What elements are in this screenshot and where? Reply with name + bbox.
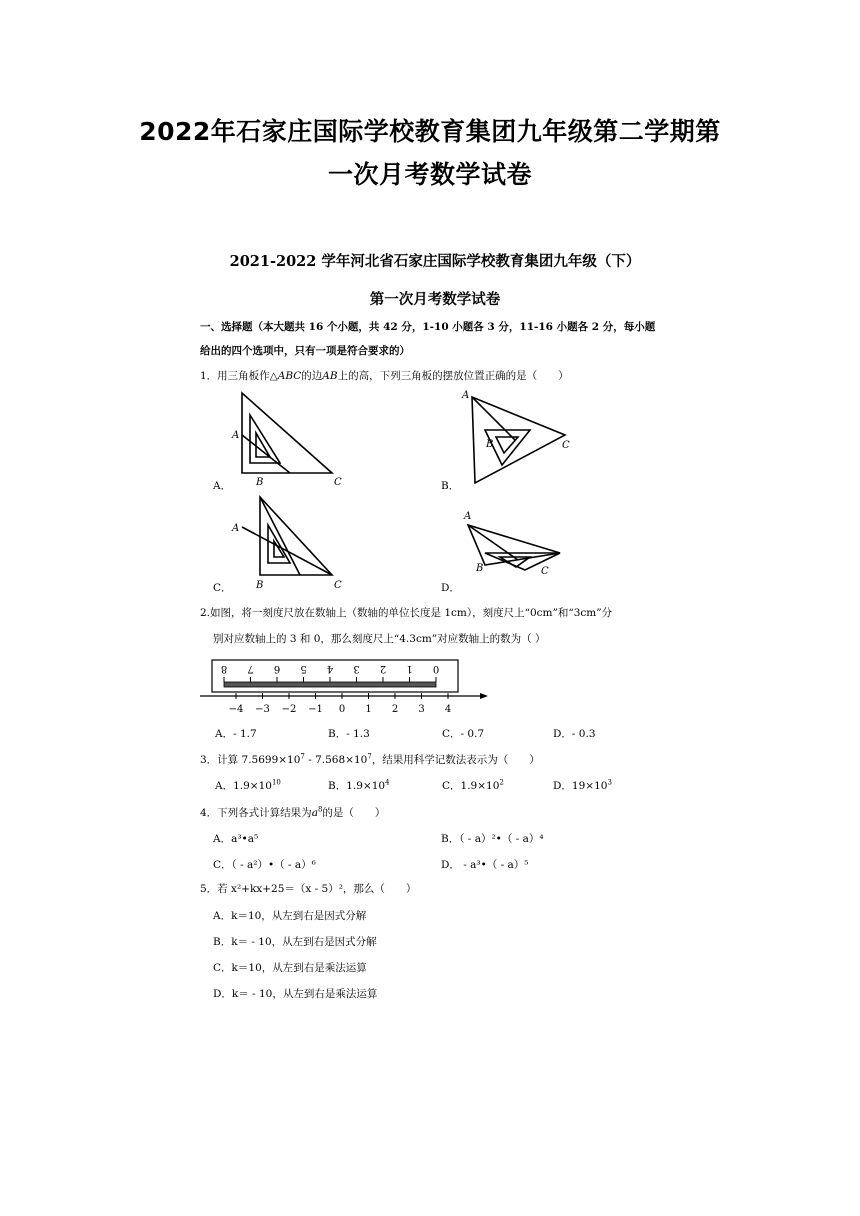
exam-heading-1: 2021-2022 学年河北省石家庄国际学校教育集团九年级（下） bbox=[229, 253, 641, 270]
page-title-line-1: 2022年石家庄国际学校教育集团九年级第二学期第 bbox=[139, 117, 721, 146]
fig-a-label-b: B bbox=[256, 477, 264, 488]
fig-d-label-b: B bbox=[476, 563, 484, 574]
q1-option-c: C． bbox=[213, 582, 232, 594]
ruler-label: 3 bbox=[353, 663, 360, 674]
figure-c-triangles bbox=[242, 497, 332, 575]
fig-b-label-a: A bbox=[462, 390, 470, 401]
q4-option-c: C．（ - a²）•（ - a）⁶ bbox=[213, 859, 316, 871]
question-1-stem: 1．用三角板作△ABC的边AB上的高，下列三角板的摆放位置正确的是（ ） bbox=[200, 370, 569, 382]
fig-d-label-c: C bbox=[541, 566, 549, 577]
fig-c-label-c: C bbox=[334, 580, 342, 591]
q5-option-c: C．k＝10，从左到右是乘法运算 bbox=[213, 962, 367, 974]
q3-option-d: D．$19\times 10^3$ bbox=[553, 778, 612, 792]
q5-option-d: D．k＝ - 10，从左到右是乘法运算 bbox=[213, 988, 378, 1000]
ruler-label: 5 bbox=[300, 663, 307, 674]
ruler-label: 4 bbox=[326, 663, 334, 674]
ruler-label: 0 bbox=[432, 663, 440, 674]
axis-label: −3 bbox=[255, 704, 270, 715]
question-2-line-2: 别对应数轴上的 3 和 0，那么刻度尺上“4.3cm”对应数轴上的数为（ ） bbox=[213, 633, 546, 645]
q3-option-c: C．$1.9\times 10^2$ bbox=[442, 778, 504, 792]
axis-label: 4 bbox=[444, 704, 452, 715]
number-line-arrow bbox=[480, 693, 488, 699]
fig-b-label-c: C bbox=[562, 440, 570, 451]
question-3-stem: 3．计算 $7.5699\times 10^7 - 7.568\times 10^7$，结果用科学记数法表示为（ ） bbox=[200, 752, 540, 766]
exam-heading-2: 第一次月考数学试卷 bbox=[369, 291, 501, 308]
q3-option-a: A．$1.9\times 10^{10}$ bbox=[215, 778, 281, 792]
axis-label: 2 bbox=[391, 704, 399, 715]
q4-option-a: A．a³•a⁵ bbox=[213, 833, 259, 845]
ruler-label: 6 bbox=[273, 663, 281, 674]
q2-option-a: A．- 1.7 bbox=[215, 728, 257, 740]
axis-label: 0 bbox=[338, 704, 346, 715]
q1-option-a: A． bbox=[213, 480, 232, 492]
axis-label: −4 bbox=[228, 704, 244, 715]
question-4-stem: 4．下列各式计算结果为$a^8$的是（ ） bbox=[200, 805, 386, 819]
q5-option-b: B．k＝ - 10，从左到右是因式分解 bbox=[213, 936, 377, 948]
q2-option-b: B．- 1.3 bbox=[328, 728, 370, 740]
page-title-line-2: 一次月考数学试卷 bbox=[327, 160, 532, 189]
fig-c-label-a: A bbox=[232, 523, 240, 534]
axis-label: 1 bbox=[365, 704, 372, 715]
fig-a-label-a: A bbox=[232, 430, 240, 441]
ruler-number-line-figure bbox=[200, 658, 500, 718]
question-5-stem: 5．若 x²+kx+25＝（x - 5）²，那么（ ） bbox=[200, 883, 417, 895]
ruler-label: 8 bbox=[220, 663, 228, 674]
q5-option-a: A．k＝10，从左到右是因式分解 bbox=[213, 910, 367, 922]
figure-a-triangles bbox=[242, 393, 332, 473]
q2-option-c: C．- 0.7 bbox=[442, 728, 485, 740]
q1-option-d: D． bbox=[441, 582, 460, 594]
q3-option-b: B．$1.9\times 10^4$ bbox=[328, 778, 390, 792]
question-2-line-1: 2.如图，将一刻度尺放在数轴上（数轴的单位长度是 1cm），刻度尺上“0cm”和“3cm”分 bbox=[200, 607, 613, 619]
fig-d-label-a: A bbox=[464, 511, 472, 522]
fig-c-label-b: B bbox=[256, 580, 264, 591]
q2-option-d: D．- 0.3 bbox=[553, 728, 596, 740]
section-1-instructions-line-1: 一、选择题（本大题共 16 个小题，共 42 分，1-10 小题各 3 分，11-16 小题各 2 分，每小题 bbox=[200, 321, 656, 333]
ruler-label: 7 bbox=[247, 663, 254, 674]
ruler-label: 2 bbox=[379, 663, 387, 674]
q4-option-d: D． - a³•（ - a）⁵ bbox=[441, 859, 529, 871]
axis-label: −2 bbox=[281, 704, 297, 715]
fig-b-label-b: B bbox=[486, 439, 494, 450]
scanned-exam-image bbox=[175, 235, 695, 1015]
question-1-figures bbox=[200, 385, 670, 595]
ruler-label: 1 bbox=[406, 663, 413, 674]
q1-option-b: B． bbox=[441, 480, 460, 492]
fig-a-label-c: C bbox=[334, 477, 342, 488]
section-1-instructions-line-2: 给出的四个选项中，只有一项是符合要求的） bbox=[200, 345, 410, 357]
axis-label: 3 bbox=[418, 704, 425, 715]
axis-label: −1 bbox=[308, 704, 323, 715]
q4-option-b: B．（ - a）²•（ - a）⁴ bbox=[441, 833, 544, 845]
ruler-scale-bar bbox=[224, 682, 436, 687]
